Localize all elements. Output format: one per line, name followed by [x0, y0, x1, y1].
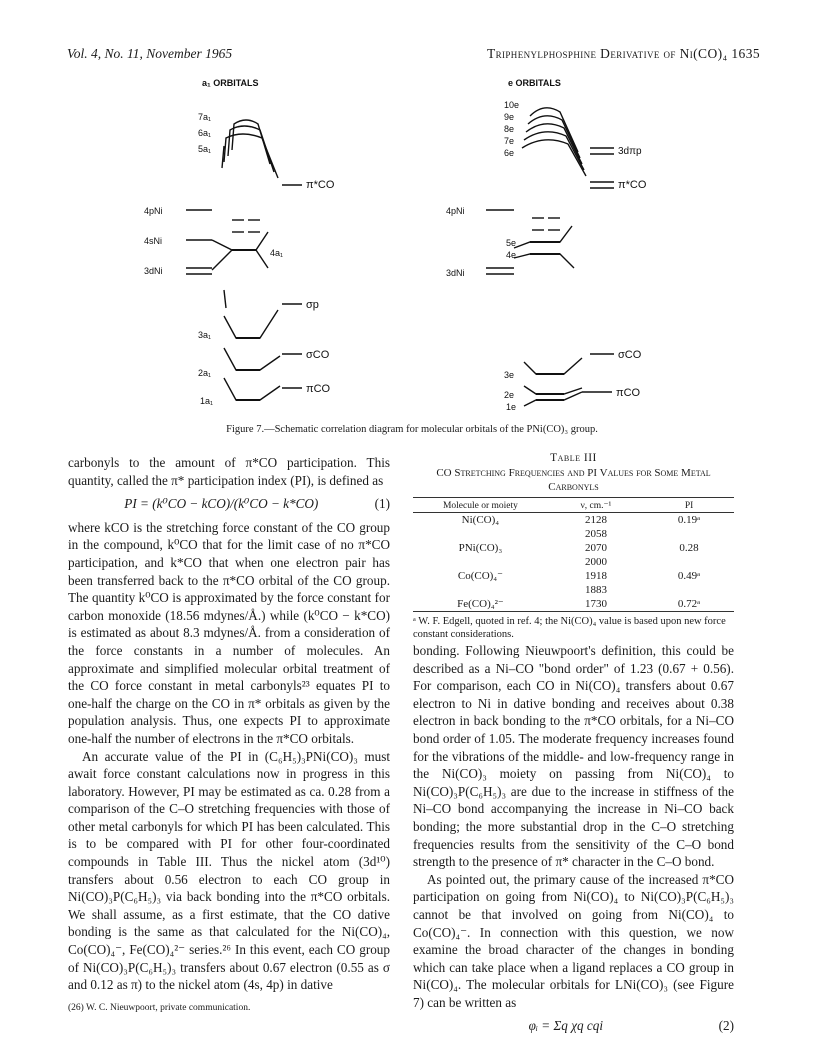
table-footnote: ᵃ W. F. Edgell, quoted in ref. 4; the Ni(CO)₄ value is based upon new force constant considerations. — [413, 616, 726, 640]
label-3e: 3e — [504, 370, 515, 380]
label-10e: 10e — [504, 100, 520, 110]
table-cell: 0.28 — [679, 542, 699, 554]
label-sigma-co-left: σCO — [306, 349, 330, 361]
equation-1-expression: PI = (k⁰CO − kCO)/(k⁰CO − k*CO) — [124, 496, 319, 512]
table-row — [413, 541, 734, 555]
page-footnote: (26) W. C. Nieuwpoort, private communication. — [68, 1003, 251, 1013]
table-cell: 0.49ᵃ — [677, 570, 701, 582]
table-row — [413, 569, 734, 583]
right-paragraph-1: bonding. Following Nieuwpoort's definition, this could be described as a Ni–CO "bond order" of 1.23 (0.67 + 0.56). For comparison, each CO in Ni(CO)₄ transfers about 0.67 electron to Ni in dative bonding and receives about 0.38 electron in back bonding to the π*CO orbitals, for a Ni–CO bond order of 1.05. The moderate frequency increases found for the vibrations of the middle- and low-frequency range in the Ni(CO)₃ moiety on passing from Ni(CO)₄ to Ni(CO)₃P(C₆H₅)₃ are due to the increase in stiffness of the Ni–CO bond accompanying the increase in Ni–CO back bonding; the more substantial drop in the C–O stretching frequencies results from the sensitivity of the C–O bond strength to the presence of π* character in the C–O bond. — [413, 643, 734, 870]
label-4a1: 4a₁ — [270, 248, 284, 258]
right-paragraph-2: As pointed out, the primary cause of the increased π*CO participation on going from Ni(CO)₄ to Ni(CO)₃P(C₆H₅)₃ cannot be that involved on going from Ni(CO)₄ to Co(CO)₄⁻. In connection with this question, we now examine the broad character of the changes in bonding which can take place when a ligand replaces a CO group in Ni(CO)₄. The molecular orbitals for LNi(CO)₃ (see Figure 7) can be written as — [413, 871, 734, 1010]
figure-caption: Figure 7.—Schematic correlation diagram for molecular orbitals of the PNi(CO)₃ group. — [226, 424, 598, 435]
table-cell — [413, 583, 548, 597]
label-6a1: 6a₁ — [198, 128, 212, 138]
table-cell: 0.19ᵃ — [677, 514, 701, 526]
label-3d-pi-p: 3dπp — [618, 146, 642, 157]
label-6e: 6e — [504, 148, 515, 158]
running-header-right: Triphenylphosphine Derivative of Ni(CO)₄ 1635 — [486, 46, 760, 61]
label-8e: 8e — [504, 124, 515, 134]
label-1a1: 1a₁ — [200, 396, 214, 406]
table-header-pi: PI — [644, 498, 734, 513]
table-cell: 1730 — [584, 598, 607, 610]
label-7a1: 7a₁ — [198, 112, 212, 122]
label-sigma-co-right: σCO — [618, 349, 642, 361]
table-iii — [413, 452, 734, 641]
table-cell: 2058 — [584, 528, 607, 540]
left-column — [68, 454, 390, 994]
label-3a1: 3a₁ — [198, 330, 212, 340]
label-3d-ni-right: 3dNi — [446, 268, 465, 278]
table-cell: Co(CO)₄⁻ — [457, 570, 503, 582]
table-cell — [413, 555, 548, 569]
table-row — [413, 597, 734, 612]
label-2a1: 2a₁ — [198, 368, 212, 378]
label-3d-ni: 3dNi — [144, 266, 163, 276]
table-cell: Ni(CO)₄ — [461, 514, 500, 526]
running-header-left: Vol. 4, No. 11, November 1965 — [67, 46, 233, 61]
table-cell: 2128 — [584, 514, 607, 526]
left-paragraph-2: where kCO is the stretching force constant of the CO group in the compound, k⁰CO that for the limit case of no π*CO participation, and k*CO that when one electron pair has been transferred back to the π*CO orbital of the CO group. The quantity k⁰CO is approximated by the force constant for carbon monoxide (18.56 mdynes/Å.) while (k⁰CO − k*CO) is estimated as about 8.3 mdynes/Å. from a consideration of the force constants in a number of molecules. An approximate and simplified molecular orbital treatment of the CO force constant in metal carbonyls²³ equates PI to one-half the charge on the CO in π* orbitals as given by the population analysis. Thus, one expects PI to approximate one-half the number of electrons in the π*CO orbitals. — [68, 519, 390, 746]
table-cell — [644, 555, 734, 569]
table-row — [413, 513, 734, 528]
label-pi-co-right: πCO — [616, 387, 641, 399]
label-sigma-p: σp — [306, 299, 319, 311]
equation-2-number: (2) — [718, 1018, 734, 1034]
table-grid — [413, 497, 734, 612]
figure-left-title: a₁ ORBITALS — [202, 78, 259, 88]
label-4p-ni: 4pNi — [144, 206, 163, 216]
table-cell: 2000 — [584, 556, 607, 568]
table-cell: 1918 — [584, 570, 607, 582]
table-row — [413, 527, 734, 541]
table-header-frequency: ν, cm.⁻¹ — [548, 498, 644, 513]
label-4p-ni-right: 4pNi — [446, 206, 465, 216]
label-2e: 2e — [504, 390, 515, 400]
label-pi-star-co-right: π*CO — [618, 179, 647, 191]
equation-2-expression: φᵢ = Σq χq cqi — [528, 1018, 603, 1034]
equation-2 — [413, 1017, 734, 1035]
label-4e: 4e — [506, 250, 517, 260]
label-4s-ni: 4sNi — [144, 236, 163, 246]
table-cell: 2070 — [584, 542, 607, 554]
right-column — [413, 642, 734, 1041]
table-row — [413, 583, 734, 597]
table-cell: Fe(CO)₄²⁻ — [457, 598, 504, 610]
equation-1-number: (1) — [374, 496, 390, 512]
table-cell — [413, 527, 548, 541]
label-5a1: 5a₁ — [198, 144, 212, 154]
table-cell — [644, 527, 734, 541]
label-pi-star-co: π*CO — [306, 179, 335, 191]
mo-correlation-diagram — [120, 72, 740, 422]
label-1e: 1e — [506, 402, 517, 412]
table-title: Table III — [550, 452, 597, 464]
table-header-molecule: Molecule or moiety — [413, 498, 548, 513]
table-cell: 1883 — [584, 584, 607, 596]
label-7e: 7e — [504, 136, 515, 146]
label-9e: 9e — [504, 112, 515, 122]
label-5e: 5e — [506, 238, 517, 248]
table-subtitle: CO Stretching Frequencies and PI Values for Some Metal Carbonyls — [436, 467, 711, 493]
equation-1 — [68, 495, 390, 513]
table-cell: PNi(CO)₃ — [458, 542, 503, 554]
left-paragraph-1: carbonyls to the amount of π*CO participation. This quantity, called the π* participation index (PI), is defined as — [68, 455, 390, 488]
table-row — [413, 555, 734, 569]
label-pi-co-left: πCO — [306, 383, 331, 395]
figure-right-title: e ORBITALS — [508, 78, 561, 88]
table-cell: 0.72ᵃ — [677, 598, 701, 610]
left-paragraph-3: An accurate value of the PI in (C₆H₅)₃PNi(CO)₃ must await force constant calculations now in progress in this laboratory. However, PI may be estimated as ca. 0.28 from a comparison of the C–O stretching frequencies with those of other metal carbonyls for which PI has been calculated. This is to be compared with PI for other four-coordinated compounds in Table III. Thus the nickel atom (3d¹⁰) transfers about 0.56 electron to each CO group in Ni(CO)₃P(C₆H₅)₃ via back bonding into the π*CO orbitals. We shall assume, as a first estimate, that the CO dative bonding is the same as that calculated for the Ni(CO)₄, Co(CO)₄⁻, Fe(CO)₄²⁻ series.²⁶ In this event, each CO group of Ni(CO)₃P(C₆H₅)₃ transfers about 0.67 electron (0.55 as σ and 0.12 as π) to the nickel atom (4s, 4p) in dative — [68, 748, 390, 993]
table-cell — [644, 583, 734, 597]
